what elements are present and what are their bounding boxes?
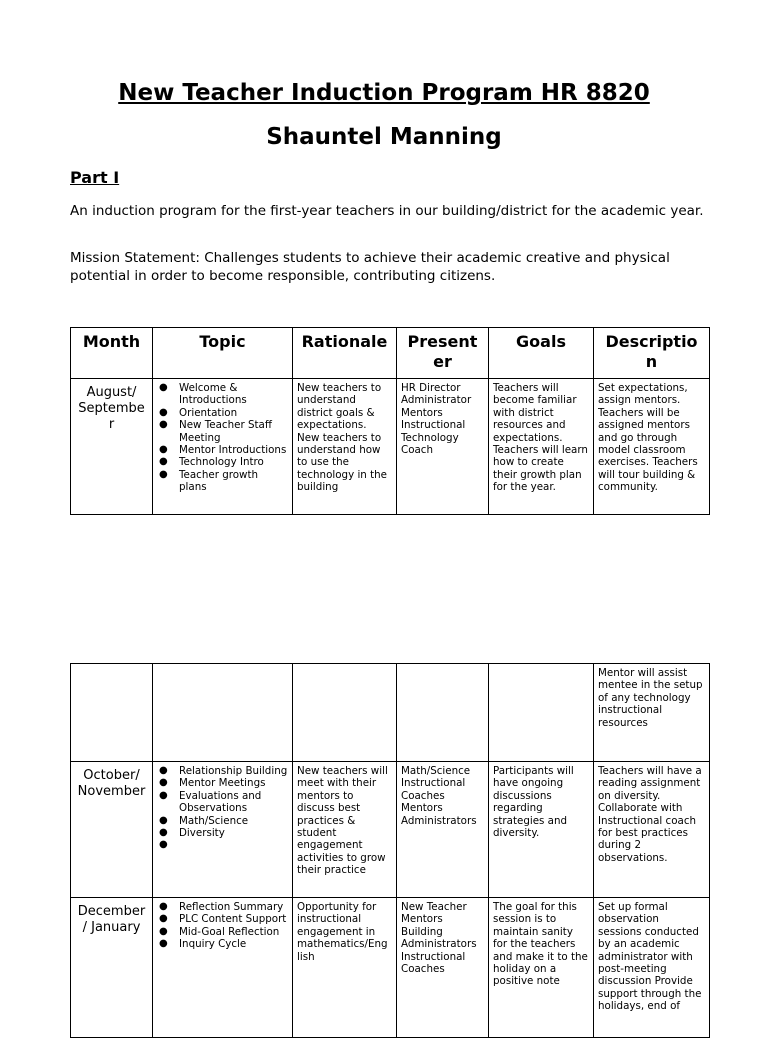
list-item: ● Mentor Meetings bbox=[179, 777, 288, 789]
description-cell: Set expectations, assign mentors. Teachers will be assigned mentors and go through model classroom exercises. Teachers will tour building & community. bbox=[594, 379, 710, 515]
list-item: ● Inquiry Cycle bbox=[179, 938, 288, 950]
header-month: Month bbox=[71, 328, 153, 379]
list-item: ● Diversity bbox=[179, 827, 288, 839]
description-cell: Mentor will assist mentee in the setup of any technology instructional resources bbox=[594, 664, 710, 762]
list-item: ● Mid-Goal Reflection bbox=[179, 926, 288, 938]
mission-statement: Mission Statement: Challenges students to achieve their academic creative and physical potential in order to become responsible, contributing citizens. bbox=[70, 250, 670, 284]
list-item: ● Orientation bbox=[179, 407, 288, 419]
description-cell: Teachers will have a reading assignment on diversity. Collaborate with Instructional coach for best practices during 2 observations. bbox=[594, 762, 710, 898]
description-cell: Set up formal observation sessions conducted by an academic administrator with post-meeting discussion Provide support through the holidays, end of bbox=[594, 898, 710, 1038]
month-cell: December / January bbox=[71, 898, 153, 1038]
list-item: ● Welcome & Introductions bbox=[179, 382, 288, 407]
presenter-cell: New Teacher Mentors Building Administrators Instructional Coaches bbox=[397, 898, 489, 1038]
author-name: Shauntel Manning bbox=[266, 124, 502, 150]
topic-list bbox=[157, 382, 288, 494]
rationale-cell: Opportunity for instructional engagement in mathematics/Eng lish bbox=[293, 898, 397, 1038]
header-rationale: Rationale bbox=[293, 328, 397, 379]
goals-cell: Teachers will become familiar with district resources and expectations. Teachers will learn how to create their growth plan for the year. bbox=[489, 379, 594, 515]
presenter-cell bbox=[397, 664, 489, 762]
list-item: ● Math/Science bbox=[179, 815, 288, 827]
topic-list bbox=[157, 901, 288, 951]
topic-list bbox=[157, 765, 288, 852]
rationale-cell: New teachers to understand district goals & expectations. New teachers to understand how to use the technology in the building bbox=[293, 379, 397, 515]
list-item: ● Relationship Building bbox=[179, 765, 288, 777]
induction-schedule-table bbox=[70, 327, 710, 515]
document-title: New Teacher Induction Program HR 8820 bbox=[118, 80, 650, 106]
goals-cell: The goal for this session is to maintain sanity for the teachers and make it to the holiday on a positive note bbox=[489, 898, 594, 1038]
presenter-cell: HR Director Administrator Mentors Instructional Technology Coach bbox=[397, 379, 489, 515]
header-goals: Goals bbox=[489, 328, 594, 379]
goals-cell: Participants will have ongoing discussions regarding strategies and diversity. bbox=[489, 762, 594, 898]
month-cell: October/ November bbox=[71, 762, 153, 898]
list-item bbox=[179, 839, 288, 851]
table-header-row bbox=[71, 328, 710, 379]
presenter-cell: Math/Science Instructional Coaches Mentors Administrators bbox=[397, 762, 489, 898]
table-row bbox=[71, 379, 710, 515]
header-topic: Topic bbox=[153, 328, 293, 379]
month-cell: August/ Septembe r bbox=[71, 379, 153, 515]
list-item: ● Reflection Summary bbox=[179, 901, 288, 913]
topic-cell bbox=[153, 379, 293, 515]
goals-cell bbox=[489, 664, 594, 762]
intro-paragraph: An induction program for the first-year teachers in our building/district for the academic year. bbox=[70, 203, 704, 219]
rationale-cell: New teachers will meet with their mentors to discuss best practices & student engagement activities to grow their practice bbox=[293, 762, 397, 898]
rationale-cell bbox=[293, 664, 397, 762]
list-item: ● PLC Content Support bbox=[179, 913, 288, 925]
list-item: ● Mentor Introductions bbox=[179, 444, 288, 456]
list-item: ● New Teacher Staff Meeting bbox=[179, 419, 288, 444]
topic-cell bbox=[153, 898, 293, 1038]
month-cell bbox=[71, 664, 153, 762]
header-presenter: Present er bbox=[397, 328, 489, 379]
table-row bbox=[71, 762, 710, 898]
topic-cell bbox=[153, 762, 293, 898]
induction-schedule-table-continued bbox=[70, 663, 710, 1038]
list-item: ● Technology Intro bbox=[179, 456, 288, 468]
list-item: ● Teacher growth plans bbox=[179, 469, 288, 494]
table-row bbox=[71, 898, 710, 1038]
header-description: Descriptio n bbox=[594, 328, 710, 379]
table-row bbox=[71, 664, 710, 762]
part-heading: Part I bbox=[70, 168, 120, 187]
list-item: ● Evaluations and Observations bbox=[179, 790, 288, 815]
topic-cell bbox=[153, 664, 293, 762]
